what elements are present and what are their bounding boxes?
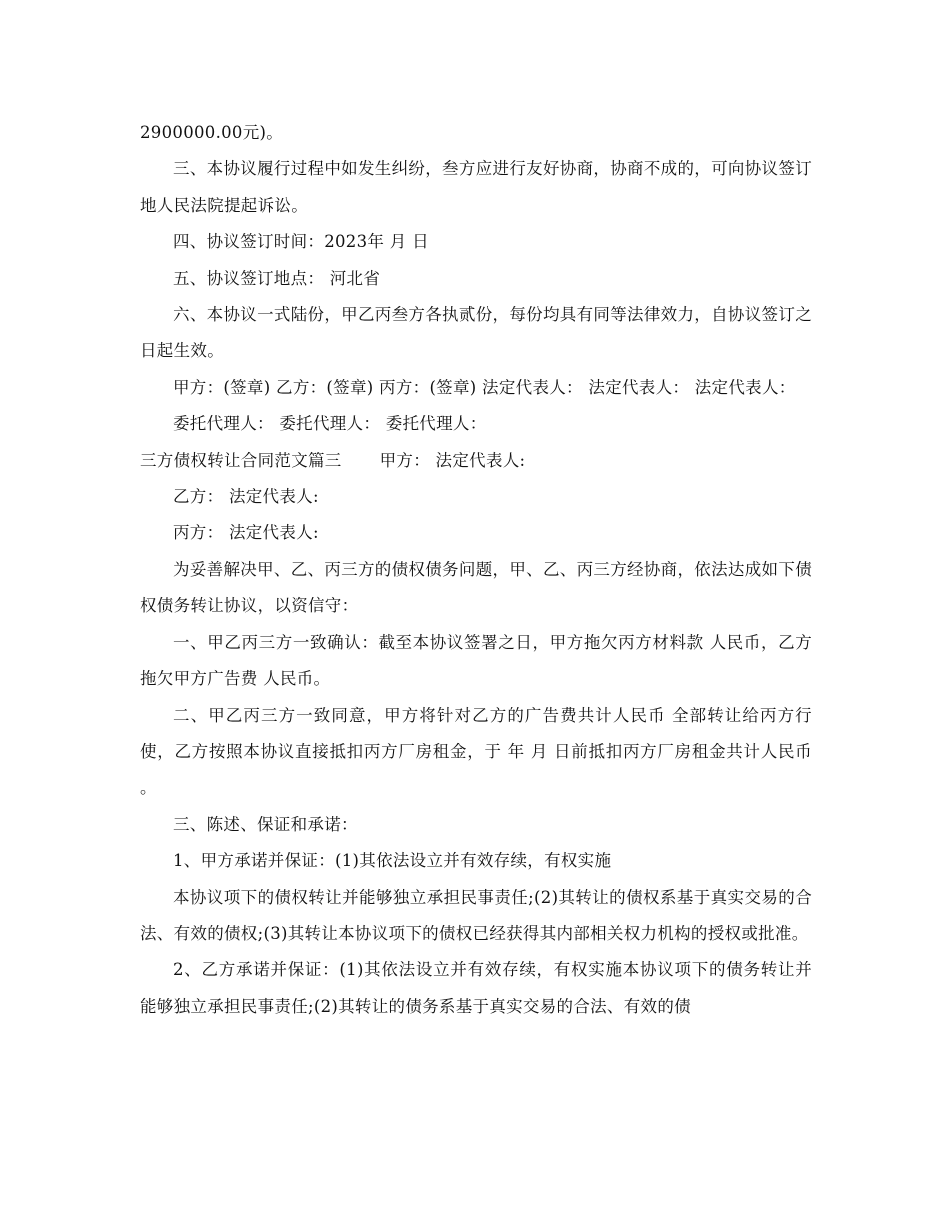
paragraph-clause-2: 二、甲乙丙三方一致同意，甲方将针对乙方的广告费共计人民币 全部转让给丙方行使，乙方按照本协议直接抵扣丙方厂房租金，于 年 月 日前抵扣丙方厂房租金共计人民币 。: [140, 705, 812, 798]
paragraph-section-heading: [140, 443, 812, 479]
paragraph-clause-3-heading: 三、陈述、保证和承诺：: [173, 814, 358, 834]
paragraph-copies: 六、本协议一式陆份，甲乙丙叁方各执贰份，每份均具有同等法律效力，自协议签订之日起生效。: [140, 305, 812, 361]
paragraph-purpose: 为妥善解决甲、乙、丙三方的债权债务问题，甲、乙、丙三方经协商，依法达成如下债权债务转让协议，以资信守：: [140, 559, 812, 616]
paragraph-party-b-promise: 2、乙方承诺并保证：(1)其依法设立并有效存续，有权实施本协议项下的债务转让并能够独立承担民事责任;(2)其转让的债务系基于真实交易的合法、有效的债: [140, 960, 812, 1016]
paragraph-dispute: 三、本协议履行过程中如发生纠纷，叁方应进行友好协商，协商不成的，可向协议签订地人民法院提起诉讼。: [140, 159, 812, 215]
paragraph-party-c: 丙方： 法定代表人:: [173, 523, 319, 543]
paragraph-sign-date: 四、协议签订时间：2023年 月 日: [173, 232, 429, 252]
paragraph-party-b: 乙方： 法定代表人:: [173, 487, 319, 507]
paragraph-party-a-promise: 1、甲方承诺并保证：(1)其依法设立并有效存续，有权实施: [173, 851, 612, 871]
document-body: [140, 115, 812, 1025]
paragraph-clause-1: 一、甲乙丙三方一致确认：截至本协议签署之日，甲方拖欠丙方材料款 人民币，乙方拖欠甲方广告费 人民币。: [140, 632, 812, 689]
paragraph-agents: 委托代理人： 委托代理人： 委托代理人：: [173, 414, 487, 434]
section-title: 三方债权转让合同范文篇三: [140, 450, 342, 470]
party-a-line: 甲方： 法定代表人:: [379, 450, 526, 470]
paragraph-party-a-promise-cont: 本协议项下的债权转让并能够独立承担民事责任;(2)其转让的债权系基于真实交易的合法、有效的债权;(3)其转让本协议项下的债权已经获得其内部相关权力机构的授权或批准。: [140, 887, 812, 943]
paragraph-amount-end: 2900000.00元)。: [140, 123, 284, 142]
paragraph-signatures: 甲方：(签章) 乙方：(签章) 丙方：(签章) 法定代表人： 法定代表人： 法定代表人：: [173, 377, 796, 397]
paragraph-sign-place: 五、协议签订地点： 河北省: [173, 268, 381, 288]
